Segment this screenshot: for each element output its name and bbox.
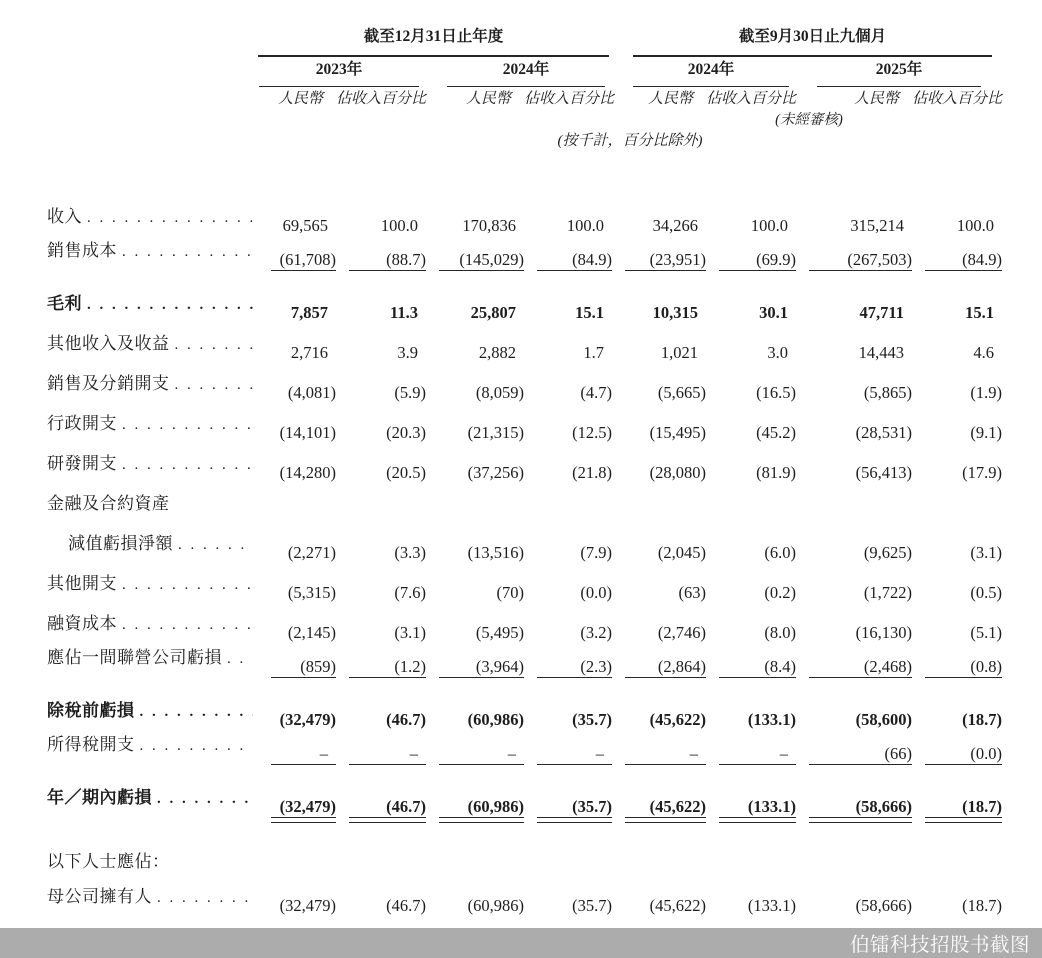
cell-value: (21,315) xyxy=(467,423,524,442)
row-label-text: 研發開支 xyxy=(47,454,117,473)
row-label-text: 年／期內虧損 xyxy=(47,788,152,807)
row-label-text: 減值虧損淨額 xyxy=(68,534,173,553)
cell-value: (37,256) xyxy=(467,463,524,482)
double-underline xyxy=(925,817,1002,823)
cell-value: (2,746) xyxy=(657,623,707,642)
cell-value xyxy=(706,483,796,523)
units-note-row xyxy=(47,129,1002,150)
single-underline xyxy=(925,270,1002,271)
cell-value: (5.1) xyxy=(970,623,1003,642)
single-underline xyxy=(809,764,912,765)
table-row xyxy=(47,881,1002,916)
cell-value: (16.5) xyxy=(756,383,797,402)
table-row xyxy=(47,563,1002,603)
cell-value: (58,666) xyxy=(855,797,913,816)
table-row xyxy=(47,603,1002,643)
row-label xyxy=(47,730,258,764)
cell-value: (60,986) xyxy=(467,896,524,915)
col-header-pct-2024: 佔收入百分比 xyxy=(524,91,615,107)
cell-value: (58,666) xyxy=(855,896,913,915)
cell-value xyxy=(612,841,706,881)
table-row xyxy=(47,363,1002,403)
single-underline xyxy=(809,270,912,271)
cell-value xyxy=(336,483,426,523)
col-header-pct-9m2025: 佔收入百分比 xyxy=(912,91,1003,107)
dot-leader xyxy=(175,337,254,354)
row-label xyxy=(47,443,258,483)
cell-value: 100.0 xyxy=(750,216,789,235)
cell-value: (5.9) xyxy=(394,383,426,402)
cell-value: (12.5) xyxy=(572,423,613,442)
single-underline xyxy=(271,270,336,271)
cell-value: (28,080) xyxy=(649,463,707,482)
header-body-gap xyxy=(47,150,1002,196)
cell-value: 2,882 xyxy=(478,343,516,362)
single-underline xyxy=(925,677,1002,678)
year-2023: 2023年 xyxy=(258,57,426,87)
row-label-text: 其他收入及收益 xyxy=(47,334,170,353)
double-underline xyxy=(349,817,426,823)
cell-value xyxy=(706,841,796,881)
cell-value: (18.7) xyxy=(962,896,1003,915)
dot-leader xyxy=(122,577,253,594)
section-spacer xyxy=(47,826,1002,841)
cell-value: (15,495) xyxy=(649,423,707,442)
col-header-rmb-9m2024: 人民幣 xyxy=(648,91,694,107)
cell-value: (3.2) xyxy=(580,623,613,642)
cell-value: 4.6 xyxy=(973,343,995,362)
row-label-text: 以下人士應佔： xyxy=(47,852,170,871)
row-label-text: 行政開支 xyxy=(47,414,117,433)
column-header-row xyxy=(47,87,1002,108)
cell-value: (2.3) xyxy=(580,657,613,676)
cell-value: (16,130) xyxy=(855,623,913,642)
cell-value xyxy=(912,483,1002,523)
cell-value: (2,864) xyxy=(657,657,707,676)
cell-value: (133.1) xyxy=(747,797,797,816)
single-underline xyxy=(537,764,612,765)
cell-value: 15.1 xyxy=(575,303,605,322)
year-2025-nine-months: 2025年 xyxy=(796,57,1002,87)
cell-value: (63) xyxy=(678,583,707,602)
single-underline xyxy=(349,270,426,271)
cell-value: 14,443 xyxy=(858,343,905,362)
cell-value xyxy=(796,483,912,523)
single-underline xyxy=(537,677,612,678)
cell-value: 315,214 xyxy=(850,216,905,235)
cell-value: (2,145) xyxy=(287,623,336,642)
cell-value: (35.7) xyxy=(572,797,613,816)
cell-value: (7.6) xyxy=(394,583,426,602)
cell-value: (5,865) xyxy=(863,383,913,402)
cell-value: (2,271) xyxy=(287,543,336,562)
year-2024-annual: 2024年 xyxy=(426,57,612,87)
cell-value: (4.7) xyxy=(580,383,613,402)
dot-leader xyxy=(157,890,253,907)
cell-value: (2,468) xyxy=(863,657,913,676)
financial-summary-table xyxy=(47,24,1002,916)
cell-value: (6.0) xyxy=(764,543,797,562)
cell-value: (28,531) xyxy=(855,423,913,442)
row-label-text: 收入 xyxy=(47,207,82,226)
cell-value: – xyxy=(409,744,418,763)
cell-value: (14,101) xyxy=(279,423,336,442)
cell-value: (7.9) xyxy=(580,543,613,562)
cell-value: (17.9) xyxy=(962,463,1003,482)
cell-value: (35.7) xyxy=(572,896,613,915)
cell-value: (8.4) xyxy=(764,657,797,676)
cell-value: 1.7 xyxy=(583,343,605,362)
row-label xyxy=(47,881,258,916)
row-label xyxy=(47,603,258,643)
cell-value: (1.2) xyxy=(394,657,426,676)
cell-value: (88.7) xyxy=(386,250,426,269)
dot-leader xyxy=(87,297,253,314)
cell-value: (21.8) xyxy=(572,463,613,482)
row-label-text: 融資成本 xyxy=(47,614,117,633)
cell-value: (60,986) xyxy=(467,797,524,816)
cell-value: (8.0) xyxy=(764,623,797,642)
table-row xyxy=(47,773,1002,817)
single-underline xyxy=(349,677,426,678)
table-row xyxy=(47,523,1002,563)
dot-leader xyxy=(122,617,253,634)
col-header-rmb-2024: 人民幣 xyxy=(465,91,511,107)
cell-value: (61,708) xyxy=(279,250,336,269)
cell-value: (32,479) xyxy=(279,710,336,729)
rule-row xyxy=(47,677,1002,686)
row-label xyxy=(47,236,258,270)
cell-value: 3.0 xyxy=(767,343,789,362)
cell-value: (9.1) xyxy=(970,423,1003,442)
table-row xyxy=(47,483,1002,523)
cell-value: (81.9) xyxy=(756,463,797,482)
year-2024-nine-months: 2024年 xyxy=(612,57,796,87)
cell-value: (66) xyxy=(884,744,913,763)
cell-value xyxy=(612,483,706,523)
dot-leader xyxy=(140,704,254,721)
table-row xyxy=(47,443,1002,483)
cell-value: (0.0) xyxy=(970,744,1003,763)
row-label xyxy=(47,196,258,236)
cell-value: (46.7) xyxy=(386,710,426,729)
row-label xyxy=(47,563,258,603)
cell-value: (1.9) xyxy=(970,383,1003,402)
cell-value: (1,722) xyxy=(863,583,913,602)
cell-value: (84.9) xyxy=(572,250,613,269)
single-underline xyxy=(537,270,612,271)
cell-value: 100.0 xyxy=(380,216,418,235)
dot-leader xyxy=(122,417,253,434)
cell-value: (859) xyxy=(300,657,336,676)
cell-value: 30.1 xyxy=(759,303,789,322)
rule-row xyxy=(47,270,1002,279)
units-note: (按千計，百分比除外) xyxy=(557,133,703,149)
cell-value: (5,495) xyxy=(475,623,524,642)
cell-value: (14,280) xyxy=(279,463,336,482)
dot-leader xyxy=(157,791,253,808)
cell-value: 100.0 xyxy=(956,216,995,235)
cell-value: (70) xyxy=(496,583,524,602)
cell-value: (32,479) xyxy=(279,797,336,816)
cell-value: 47,711 xyxy=(859,303,905,322)
cell-value: (0.2) xyxy=(764,583,797,602)
cell-value xyxy=(258,841,336,881)
cell-value: 7,857 xyxy=(290,303,328,322)
row-label-text: 金融及合約資產 xyxy=(47,494,170,513)
row-label xyxy=(47,523,258,563)
double-underline xyxy=(439,817,524,823)
col-header-pct-2023: 佔收入百分比 xyxy=(336,91,427,107)
cell-value: (9,625) xyxy=(863,543,913,562)
cell-value xyxy=(258,483,336,523)
cell-value: (18.7) xyxy=(962,710,1003,729)
cell-value: (0.5) xyxy=(970,583,1003,602)
row-label-text: 應佔一間聯營公司虧損 xyxy=(47,648,222,667)
cell-value: 1,021 xyxy=(660,343,699,362)
cell-value xyxy=(524,841,612,881)
dot-leader xyxy=(178,537,253,554)
single-underline xyxy=(439,764,524,765)
cell-value: 3.9 xyxy=(397,343,418,362)
col-header-rmb-2023: 人民幣 xyxy=(277,91,323,107)
dot-leader xyxy=(122,457,253,474)
cell-value: (3,964) xyxy=(475,657,524,676)
double-underline xyxy=(271,817,336,823)
cell-value xyxy=(912,841,1002,881)
double-underline xyxy=(719,817,796,823)
cell-value: (133.1) xyxy=(747,710,797,729)
row-label-text: 毛利 xyxy=(47,294,82,313)
table-row xyxy=(47,686,1002,730)
cell-value: (20.5) xyxy=(386,463,426,482)
dot-leader xyxy=(175,377,254,394)
cell-value: (46.7) xyxy=(386,896,426,915)
period-group-nine-months xyxy=(612,24,1002,57)
cell-value: 100.0 xyxy=(566,216,605,235)
cell-value: (60,986) xyxy=(467,710,524,729)
cell-value: 2,716 xyxy=(290,343,328,362)
row-label-text: 銷售及分銷開支 xyxy=(47,374,170,393)
table-row xyxy=(47,196,1002,236)
dot-leader xyxy=(87,210,253,227)
row-label xyxy=(47,643,258,677)
single-underline xyxy=(271,677,336,678)
table-row xyxy=(47,279,1002,323)
table-row xyxy=(47,841,1002,881)
cell-value: 15.1 xyxy=(965,303,995,322)
row-label xyxy=(47,841,258,881)
row-label xyxy=(47,363,258,403)
watermark-text: 伯镭科技招股书截图 xyxy=(849,934,1030,956)
cell-value: (45,622) xyxy=(649,710,707,729)
row-label xyxy=(47,773,258,817)
single-underline xyxy=(809,677,912,678)
single-underline xyxy=(719,764,796,765)
double-underline xyxy=(809,817,912,823)
cell-value xyxy=(796,841,912,881)
cell-value: (5,315) xyxy=(287,583,336,602)
cell-value: (56,413) xyxy=(855,463,913,482)
row-label xyxy=(47,483,258,523)
cell-value: (45,622) xyxy=(649,896,707,915)
cell-value: (45,622) xyxy=(649,797,707,816)
single-underline xyxy=(719,677,796,678)
period-group-annual xyxy=(258,24,612,57)
cell-value: (18.7) xyxy=(962,797,1003,816)
cell-value: 69,565 xyxy=(282,216,328,235)
cell-value: (145,029) xyxy=(459,250,524,269)
cell-value: (3.1) xyxy=(970,543,1003,562)
double-underline xyxy=(625,817,706,823)
cell-value: – xyxy=(779,744,789,763)
row-label-text: 銷售成本 xyxy=(47,241,117,260)
single-underline xyxy=(439,270,524,271)
col-header-rmb-9m2025: 人民幣 xyxy=(854,91,900,107)
dot-leader xyxy=(227,651,253,668)
rule-row xyxy=(47,764,1002,773)
cell-value: (13,516) xyxy=(467,543,524,562)
cell-value: (133.1) xyxy=(747,896,797,915)
col-header-pct-9m2024: 佔收入百分比 xyxy=(706,91,797,107)
row-label-text: 除稅前虧損 xyxy=(47,701,135,720)
cell-value: (267,503) xyxy=(847,250,913,269)
table-row xyxy=(47,323,1002,363)
watermark-bar xyxy=(0,928,1042,958)
row-label xyxy=(47,279,258,323)
cell-value: – xyxy=(595,744,605,763)
cell-value: (46.7) xyxy=(386,797,426,816)
single-underline xyxy=(625,677,706,678)
cell-value: (4,081) xyxy=(287,383,336,402)
cell-value: (0.8) xyxy=(970,657,1003,676)
row-label xyxy=(47,323,258,363)
cell-value: (3.3) xyxy=(394,543,426,562)
cell-value: 34,266 xyxy=(652,216,699,235)
cell-value: (84.9) xyxy=(962,250,1003,269)
single-underline xyxy=(625,764,706,765)
table-row xyxy=(47,730,1002,764)
cell-value: 10,315 xyxy=(652,303,699,322)
cell-value: (23,951) xyxy=(649,250,707,269)
cell-value: – xyxy=(319,744,328,763)
single-underline xyxy=(719,270,796,271)
cell-value: – xyxy=(507,744,516,763)
cell-value: (0.0) xyxy=(580,583,613,602)
cell-value: (5,665) xyxy=(657,383,707,402)
double-underline xyxy=(537,817,612,823)
cell-value: (58,600) xyxy=(855,710,913,729)
cell-value: (3.1) xyxy=(394,623,426,642)
unaudited-row xyxy=(47,108,1002,129)
unaudited-note: (未經審核) xyxy=(775,112,843,128)
cell-value: 25,807 xyxy=(470,303,516,322)
row-label xyxy=(47,686,258,730)
cell-value: (8,059) xyxy=(475,383,524,402)
cell-value: (35.7) xyxy=(572,710,613,729)
cell-value xyxy=(524,483,612,523)
header-spacer xyxy=(47,87,258,108)
cell-value: 170,836 xyxy=(462,216,516,235)
single-underline xyxy=(439,677,524,678)
row-label-text: 其他開支 xyxy=(47,574,117,593)
header-spacer xyxy=(47,24,258,57)
cell-value: (69.9) xyxy=(756,250,797,269)
header-spacer xyxy=(47,57,258,87)
single-underline xyxy=(925,764,1002,765)
table-row xyxy=(47,643,1002,677)
year-row xyxy=(47,57,1002,87)
period-group-annual-label: 截至12月31日止年度 xyxy=(258,24,609,57)
dot-leader xyxy=(122,244,253,261)
cell-value: (32,479) xyxy=(279,896,336,915)
cell-value: (20.3) xyxy=(386,423,426,442)
cell-value: 11.3 xyxy=(390,303,418,322)
cell-value: (45.2) xyxy=(756,423,797,442)
row-label-text: 母公司擁有人 xyxy=(47,887,152,906)
rule-row xyxy=(47,817,1002,826)
single-underline xyxy=(349,764,426,765)
cell-value xyxy=(336,841,426,881)
cell-value: – xyxy=(689,744,699,763)
cell-value xyxy=(426,841,524,881)
row-label-text: 所得稅開支 xyxy=(47,735,135,754)
table-row xyxy=(47,236,1002,270)
single-underline xyxy=(271,764,336,765)
cell-value xyxy=(426,483,524,523)
dot-leader xyxy=(140,738,254,755)
single-underline xyxy=(625,270,706,271)
table-row xyxy=(47,403,1002,443)
cell-value: (2,045) xyxy=(657,543,707,562)
row-label xyxy=(47,403,258,443)
period-group-nine-months-label: 截至9月30日止九個月 xyxy=(633,24,992,57)
period-group-row xyxy=(47,24,1002,57)
